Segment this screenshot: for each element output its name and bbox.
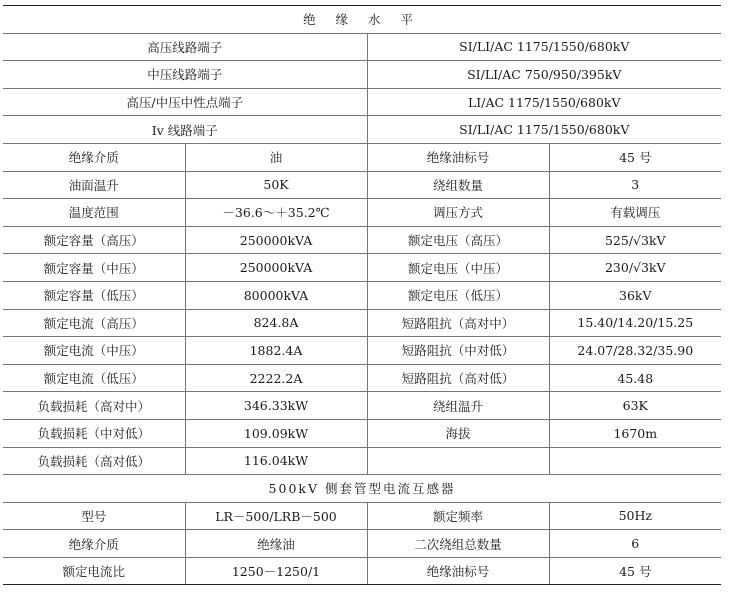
ct-label: 二次绕组总数量 (367, 530, 549, 558)
table-row (3, 530, 721, 558)
param-label: 调压方式 (367, 199, 549, 227)
param-label: 额定电流（低压） (3, 364, 185, 392)
table-row (3, 61, 721, 89)
insulation-terminal-label: 高压线路端子 (3, 33, 367, 61)
param-label: 海拔 (367, 419, 549, 447)
ct-label: 额定频率 (367, 502, 549, 530)
param-label: 短路阻抗（高对低） (367, 364, 549, 392)
insulation-terminal-label: Iv 线路端子 (3, 116, 367, 144)
table-row (3, 171, 721, 199)
table-row (3, 281, 721, 309)
table-row (3, 226, 721, 254)
param-value: 24.07/28.32/35.90 (549, 337, 721, 365)
param-label: 额定容量（高压） (3, 226, 185, 254)
table-row (3, 88, 721, 116)
table-row (3, 392, 721, 420)
param-label: 绝缘油标号 (367, 143, 549, 171)
param-label: 额定电压（低压） (367, 281, 549, 309)
param-value: 250000kVA (185, 226, 367, 254)
param-value (549, 447, 721, 475)
insulation-terminal-value: LI/AC 1175/1550/680kV (367, 88, 721, 116)
insulation-terminal-label: 中压线路端子 (3, 61, 367, 89)
param-label: 额定电流（中压） (3, 337, 185, 365)
param-label: 额定电流（高压） (3, 309, 185, 337)
param-value: 346.33kW (185, 392, 367, 420)
param-value: 116.04kW (185, 447, 367, 475)
param-label: 额定容量（低压） (3, 281, 185, 309)
insulation-terminal-value: SI/LI/AC 1175/1550/680kV (367, 33, 721, 61)
param-label (367, 447, 549, 475)
insulation-terminal-label: 高压/中压中性点端子 (3, 88, 367, 116)
param-label: 温度范围 (3, 199, 185, 227)
param-value: 3 (549, 171, 721, 199)
ct-label: 绝缘油标号 (367, 557, 549, 585)
table-row (3, 419, 721, 447)
param-label: 短路阻抗（高对中） (367, 309, 549, 337)
param-label: 短路阻抗（中对低） (367, 337, 549, 365)
ct-label: 额定电流比 (3, 557, 185, 585)
param-value: 525/√3kV (549, 226, 721, 254)
ct-value: 50Hz (549, 502, 721, 530)
param-label: 负载损耗（高对中） (3, 392, 185, 420)
param-value: 36kV (549, 281, 721, 309)
param-value: －36.6～＋35.2℃ (185, 199, 367, 227)
param-value: 有载调压 (549, 199, 721, 227)
table-row (3, 557, 721, 585)
table-row (3, 199, 721, 227)
table-row (3, 447, 721, 475)
param-value: 824.8A (185, 309, 367, 337)
param-value: 109.09kW (185, 419, 367, 447)
param-value: 15.40/14.20/15.25 (549, 309, 721, 337)
table-row (3, 502, 721, 530)
ct-value: 1250－1250/1 (185, 557, 367, 585)
param-value: 50K (185, 171, 367, 199)
param-value: 1882.4A (185, 337, 367, 365)
param-label: 额定电压（高压） (367, 226, 549, 254)
param-label: 额定容量（中压） (3, 254, 185, 282)
param-value: 230/√3kV (549, 254, 721, 282)
current-transformer-title: 500kV 侧套管型电流互感器 (3, 475, 721, 503)
param-value: 250000kVA (185, 254, 367, 282)
param-label: 负载损耗（中对低） (3, 419, 185, 447)
param-label: 绕组温升 (367, 392, 549, 420)
param-value: 63K (549, 392, 721, 420)
param-value: 80000kVA (185, 281, 367, 309)
table-row (3, 33, 721, 61)
ct-label: 型号 (3, 502, 185, 530)
param-value: 2222.2A (185, 364, 367, 392)
param-value: 45 号 (549, 143, 721, 171)
table-row (3, 143, 721, 171)
insulation-terminal-value: SI/LI/AC 1175/1550/680kV (367, 116, 721, 144)
param-value: 45.48 (549, 364, 721, 392)
param-label: 绕组数量 (367, 171, 549, 199)
transformer-spec-table (3, 5, 721, 585)
param-label: 油面温升 (3, 171, 185, 199)
param-value: 1670m (549, 419, 721, 447)
param-label: 额定电压（中压） (367, 254, 549, 282)
table-row (3, 364, 721, 392)
section-header-row (3, 6, 721, 34)
ct-value: 绝缘油 (185, 530, 367, 558)
table-row (3, 309, 721, 337)
ct-value: LR－500/LRB－500 (185, 502, 367, 530)
insulation-level-title: 绝 缘 水 平 (3, 6, 721, 34)
table-row (3, 254, 721, 282)
param-label: 负载损耗（高对低） (3, 447, 185, 475)
ct-label: 绝缘介质 (3, 530, 185, 558)
ct-value: 45 号 (549, 557, 721, 585)
insulation-terminal-value: SI/LI/AC 750/950/395kV (367, 61, 721, 89)
param-label: 绝缘介质 (3, 143, 185, 171)
table-row (3, 337, 721, 365)
table-row (3, 116, 721, 144)
param-value: 油 (185, 143, 367, 171)
ct-value: 6 (549, 530, 721, 558)
section-header-row (3, 475, 721, 503)
